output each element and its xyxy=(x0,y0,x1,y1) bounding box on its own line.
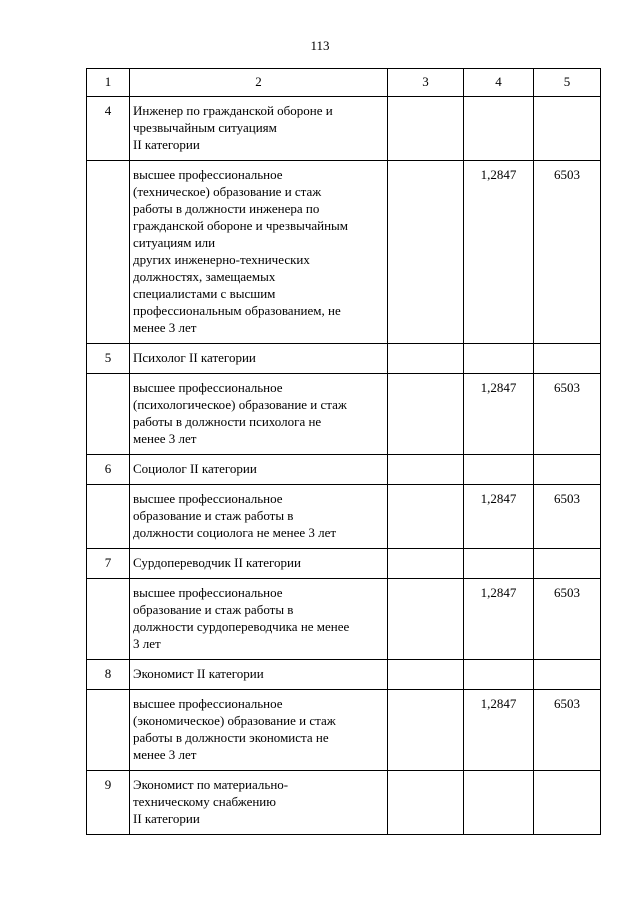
row-description: высшее профессиональное образование и стаж работы в должности социолога не менее 3 лет xyxy=(130,485,388,549)
row-number xyxy=(87,161,130,344)
row-value xyxy=(534,771,601,835)
row-coefficient: 1,2847 xyxy=(464,579,534,660)
table-row xyxy=(87,660,601,690)
row-value xyxy=(534,455,601,485)
row-value: 6503 xyxy=(534,485,601,549)
row-col3 xyxy=(388,374,464,455)
row-number: 9 xyxy=(87,771,130,835)
row-col3 xyxy=(388,660,464,690)
row-coefficient: 1,2847 xyxy=(464,690,534,771)
table-row xyxy=(87,690,601,771)
row-coefficient xyxy=(464,97,534,161)
table-row xyxy=(87,771,601,835)
row-description: высшее профессиональное (экономическое) образование и стаж работы в должности экономиста не менее 3 лет xyxy=(130,690,388,771)
row-number xyxy=(87,374,130,455)
row-col3 xyxy=(388,485,464,549)
row-number: 8 xyxy=(87,660,130,690)
header-col-3: 3 xyxy=(388,69,464,97)
header-col-5: 5 xyxy=(534,69,601,97)
row-description: Сурдопереводчик II категории xyxy=(130,549,388,579)
row-value xyxy=(534,660,601,690)
row-description: высшее профессиональное (психологическое) образование и стаж работы в должности психолога не менее 3 лет xyxy=(130,374,388,455)
row-col3 xyxy=(388,771,464,835)
table-row xyxy=(87,374,601,455)
header-col-2: 2 xyxy=(130,69,388,97)
header-col-1: 1 xyxy=(87,69,130,97)
row-value: 6503 xyxy=(534,690,601,771)
row-number xyxy=(87,579,130,660)
table-row xyxy=(87,485,601,549)
row-value xyxy=(534,549,601,579)
row-number: 5 xyxy=(87,344,130,374)
table-row xyxy=(87,579,601,660)
qualification-table xyxy=(86,68,601,835)
row-col3 xyxy=(388,97,464,161)
page-number: 113 xyxy=(310,38,330,53)
row-col3 xyxy=(388,690,464,771)
table-header-row xyxy=(87,69,601,97)
row-col3 xyxy=(388,455,464,485)
row-number: 6 xyxy=(87,455,130,485)
row-number: 4 xyxy=(87,97,130,161)
row-coefficient xyxy=(464,455,534,485)
row-value: 6503 xyxy=(534,374,601,455)
row-coefficient: 1,2847 xyxy=(464,485,534,549)
row-col3 xyxy=(388,161,464,344)
row-col3 xyxy=(388,579,464,660)
row-description: Социолог II категории xyxy=(130,455,388,485)
row-number: 7 xyxy=(87,549,130,579)
row-coefficient xyxy=(464,660,534,690)
row-coefficient xyxy=(464,771,534,835)
table-row xyxy=(87,97,601,161)
row-description: Экономист II категории xyxy=(130,660,388,690)
table-row xyxy=(87,161,601,344)
row-description: Экономист по материально- техническому снабжению II категории xyxy=(130,771,388,835)
row-value xyxy=(534,97,601,161)
table-row xyxy=(87,455,601,485)
row-coefficient: 1,2847 xyxy=(464,374,534,455)
table-row xyxy=(87,344,601,374)
row-number xyxy=(87,485,130,549)
row-number xyxy=(87,690,130,771)
row-value: 6503 xyxy=(534,161,601,344)
row-col3 xyxy=(388,344,464,374)
row-value: 6503 xyxy=(534,579,601,660)
row-col3 xyxy=(388,549,464,579)
row-description: Психолог II категории xyxy=(130,344,388,374)
row-coefficient xyxy=(464,549,534,579)
row-description: высшее профессиональное (техническое) образование и стаж работы в должности инженера по гражданской обороне и чрезвычайным ситуациям или других инженерно-технических должностях, замещаемых специалистами с высшим профессиональным образованием, не менее 3 лет xyxy=(130,161,388,344)
table-row xyxy=(87,549,601,579)
header-col-4: 4 xyxy=(464,69,534,97)
row-description: высшее профессиональное образование и стаж работы в должности сурдопереводчика не менее 3 лет xyxy=(130,579,388,660)
row-value xyxy=(534,344,601,374)
row-description: Инженер по гражданской обороне и чрезвычайным ситуациям II категории xyxy=(130,97,388,161)
row-coefficient xyxy=(464,344,534,374)
row-coefficient: 1,2847 xyxy=(464,161,534,344)
